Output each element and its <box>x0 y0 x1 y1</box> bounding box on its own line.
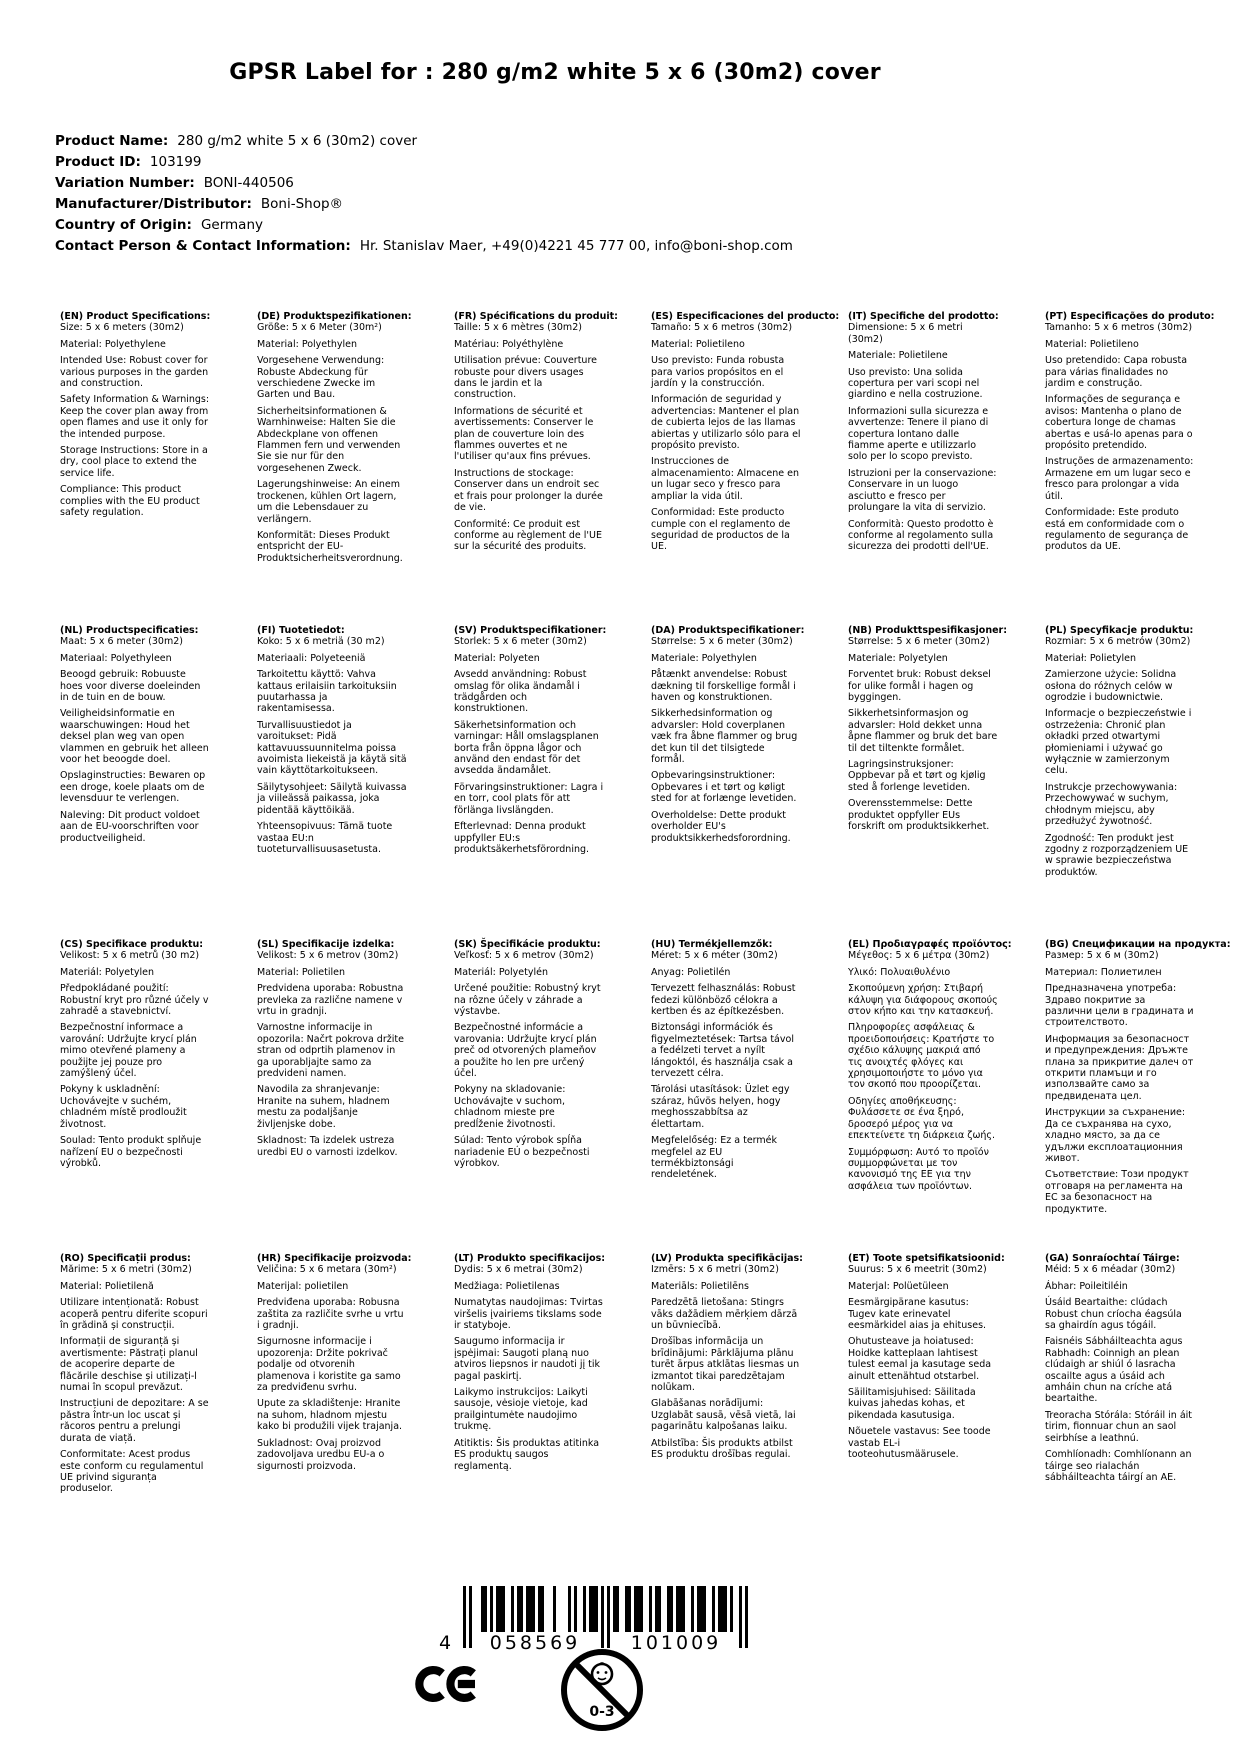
lang-block-it <box>848 311 998 625</box>
lang-block-paragraph: Lagerungshinweise: An einem trockenen, kühlen Ort lagern, um die Lebensdauer zu verlängern. <box>257 479 401 525</box>
lang-block-paragraph: Materiāls: Polietilēns <box>651 1280 749 1292</box>
lang-block-paragraph: Biztonsági információk és figyelmeztetések: Tartsa távol a fedélzeti tervet a nyílt lángoktól, és használja csak a tervezett célra. <box>651 1022 794 1080</box>
lang-block-paragraph: Megfelelőség: Ez a termék megfelel az EU termékbiztonsági rendeletének. <box>651 1135 778 1181</box>
lang-block-paragraph: Méret: 5 x 6 méter (30m2) <box>651 950 778 962</box>
product-info-row <box>55 152 793 173</box>
lang-block-paragraph: Overholdelse: Dette produkt overholder EU's produktsikkerhedsforordning. <box>651 809 791 844</box>
lang-block-title: (ES) Especificaciones del producto: <box>651 311 840 322</box>
lang-block-paragraph: Tamaño: 5 x 6 metros (30m2) <box>651 322 793 334</box>
lang-block-title: (SK) Špecifikácie produktu: <box>454 939 601 950</box>
lang-block-paragraph: Safety Information & Warnings: Keep the cover plan away from open flames and use it only for the intended purpose. <box>60 394 210 440</box>
lang-block-title: (HR) Specifikacije proizvoda: <box>257 1253 412 1264</box>
lang-block-title: (IT) Specifiche del prodotto: <box>848 311 999 322</box>
lang-block-paragraph: Anyag: Polietilén <box>651 966 731 978</box>
lang-block-paragraph: Materiale: Polietilene <box>848 350 948 362</box>
lang-block-paragraph: Suurus: 5 x 6 meetrit (30m2) <box>848 1264 987 1276</box>
lang-block-paragraph: Tamanho: 5 x 6 metros (30m2) <box>1045 322 1193 334</box>
lang-block-paragraph: Material: Polietileno <box>1045 338 1139 350</box>
lang-block-paragraph: Varnostne informacije in opozorila: Načrt pokrova držite stran od odprtih plamenov in ga uporabljajte samo za predvideni namen. <box>257 1022 404 1080</box>
lang-block-paragraph: Storage Instructions: Store in a dry, cool place to extend the service life. <box>60 445 208 479</box>
lang-block-paragraph: Turvallisuustiedot ja varoitukset: Pidä kattavuussuunnitelma poissa avoimista liekeistä ja käytä sitä vain käyttötarkoitukseen. <box>257 719 407 777</box>
lang-block-paragraph: Istruzioni per la conservazione: Conservare in un luogo asciutto e fresco per prolungare la vita di servizio. <box>848 467 997 514</box>
barcode-left-digit: 4 <box>439 1632 452 1654</box>
lang-block-paragraph: Vorgesehene Verwendung: Robuste Abdeckung für verschiedene Zwecke im Garten und Bau. <box>257 355 385 401</box>
lang-block-paragraph: Avsedd användning: Robust omslag för olika ändamål i trädgården och konstruktionen. <box>454 669 587 715</box>
lang-block-paragraph: Předpokládané použití: Robustní kryt pro různé účely v zahradě a stavebnictví. <box>60 983 209 1018</box>
age-warning-label: 0-3 <box>589 1704 615 1720</box>
lang-block-paragraph: Instruções de armazenamento: Armazene em um lugar seco e fresco para prolongar a vida útil. <box>1045 456 1194 502</box>
lang-block-paragraph: Materiaal: Polyethyleen <box>60 652 172 664</box>
lang-block-paragraph: Materiale: Polyethylen <box>651 652 757 664</box>
lang-block-paragraph: Säilytysohjeet: Säilytä kuivassa ja viileässä paikassa, joka pidentää käyttöikää. <box>257 781 407 816</box>
lang-block-paragraph: Compliance: This product complies with the EU product safety regulation. <box>60 484 200 519</box>
lang-block-title: (PT) Especificações do produto: <box>1045 311 1215 322</box>
product-info-value: Boni-Shop® <box>260 196 344 212</box>
lang-block-paragraph: Utilisation prévue: Couverture robuste pour divers usages dans le jardin et la construction. <box>454 355 597 401</box>
lang-block-paragraph: Förvaringsinstruktioner: Lagra i en torr, cool plats för att förlänga livslängden. <box>454 781 604 816</box>
lang-block-hr <box>257 1253 412 1567</box>
product-info-label: Product Name: <box>55 133 169 149</box>
lang-block-paragraph: Matériau: Polyéthylène <box>454 338 564 350</box>
lang-block-paragraph: Σκοπούμενη χρήση: Στιβαρή κάλυψη για διάφορους σκοπούς στον κήπο και την κατασκευή. <box>848 983 998 1018</box>
lang-block-nb <box>848 625 1008 939</box>
product-info-row <box>55 236 793 257</box>
lang-block-paragraph: Úsáid Beartaithe: clúdach Robust chun críocha éagsúla sa ghairdín agus tógáil. <box>1045 1297 1182 1332</box>
lang-block-fi <box>257 625 407 939</box>
product-info-row <box>55 173 793 194</box>
product-info-label: Variation Number: <box>55 175 195 191</box>
language-grid <box>60 311 1231 1567</box>
lang-block-paragraph: Säilitamisjuhised: Säilitada kuivas jahedas kohas, et pikendada kasutusiga. <box>848 1387 976 1421</box>
lang-block-paragraph: Navodila za shranjevanje: Hranite na suhem, hladnem mestu za podaljšanje življenjske dobe. <box>257 1084 390 1130</box>
lang-block-pt <box>1045 311 1215 625</box>
product-info-row <box>55 194 793 215</box>
lang-block-title: (NL) Productspecificaties: <box>60 625 199 636</box>
lang-block-paragraph: Medžiaga: Polietilenas <box>454 1280 560 1292</box>
lang-block-paragraph: Material: Polyethylene <box>60 338 166 350</box>
barcode-group2: 101009 <box>630 1632 722 1654</box>
lang-block-paragraph: Určené použitie: Robustný kryt na rôzne účely v záhrade a výstavbe. <box>454 983 601 1018</box>
lang-block-sl <box>257 939 407 1253</box>
lang-block-paragraph: Predviđena uporaba: Robusna zaštita za različite svrhe u vrtu i gradnji. <box>257 1297 404 1332</box>
lang-block-lt <box>454 1253 604 1567</box>
lang-block-paragraph: Съответствие: Този продукт отговаря на регламента на ЕС за безопасност на продуктите. <box>1045 1169 1189 1215</box>
product-info-value: 103199 <box>149 154 202 170</box>
lang-block-paragraph: Sigurnosne informacije i upozorenja: Držite pokrivač podalje od otvorenih plamenova i koristite ga samo za predviđenu svrhu. <box>257 1336 401 1394</box>
lang-block-paragraph: Bezpečnostní informace a varování: Udržujte krycí plán mimo otevřené plameny a použijte jej pouze pro zamýšlený účel. <box>60 1022 197 1080</box>
lang-block-paragraph: Saugumo informacija ir įspėjimai: Saugoti planą nuo atviros liepsnos ir naudoti jį tik pagal paskirtį. <box>454 1336 601 1382</box>
lang-block-paragraph: Conformitate: Acest produs este conform cu regulamentul UE privind siguranța produselor. <box>60 1449 204 1495</box>
lang-block-title: (DE) Produktspezifikationen: <box>257 311 412 322</box>
lang-block-paragraph: Storlek: 5 x 6 meter (30m2) <box>454 636 587 648</box>
lang-block-paragraph: Velikost: 5 x 6 metrov (30m2) <box>257 950 399 962</box>
lang-block-paragraph: Material: Polietileno <box>651 338 745 350</box>
lang-block-paragraph: Tárolási utasítások: Üzlet egy száraz, hűvös helyen, hogy meghosszabbítsa az élettartam. <box>651 1084 790 1130</box>
lang-block-paragraph: Pokyny k uskladnění: Uchovávejte v suchém, chladném místě prodloužit životnost. <box>60 1084 187 1130</box>
lang-block-paragraph: Størrelse: 5 x 6 meter (30m2) <box>848 636 990 648</box>
lang-block-paragraph: Nõuetele vastavus: See toode vastab EL-i tooteohutusmäärusele. <box>848 1426 991 1461</box>
lang-block-paragraph: Velikost: 5 x 6 metrů (30 m2) <box>60 950 200 962</box>
lang-block-paragraph: Uso previsto: Una solida copertura per vari scopi nel giardino e nella costruzione. <box>848 366 983 401</box>
lang-block-paragraph: Utilizare intenționată: Robust acoperă pentru diferite scopuri în grădină și construcții. <box>60 1297 208 1332</box>
lang-block-paragraph: Материал: Полиетилен <box>1045 966 1162 978</box>
lang-block-paragraph: Materiaali: Polyeteeniä <box>257 652 366 664</box>
product-info-row <box>55 215 793 236</box>
lang-block-title: (GA) Sonraíochtaí Táirge: <box>1045 1253 1180 1264</box>
lang-block-paragraph: Opslaginstructies: Bewaren op een droge, koele plaats om de levensduur te verlengen. <box>60 770 206 805</box>
lang-block-paragraph: Faisnéis Sábháilteachta agus Rabhadh: Coinnigh an plean clúdaigh ar shiúl ó lasracha oscailte agus a úsáid ach amháin chun na críche atá beartaithe. <box>1045 1336 1183 1405</box>
lang-block-paragraph: Forventet bruk: Robust deksel for ulike formål i hagen og byggingen. <box>848 669 991 704</box>
lang-block-paragraph: Instrukcje przechowywania: Przechowywać w suchym, chłodnym miejscu, aby przedłużyć żywotność. <box>1045 781 1178 828</box>
lang-block-paragraph: Информация за безопасност и предупреждения: Дръжте плана за прикритие далеч от открити пламъци и го използвайте само за предвидената цел. <box>1045 1033 1194 1102</box>
lang-block-paragraph: Material: Polietilen <box>257 966 346 978</box>
lang-block-paragraph: Größe: 5 x 6 Meter (30m²) <box>257 322 382 334</box>
lang-block-paragraph: Tervezett felhasználás: Robust fedezi különböző célokra a kertben és az építkezésben. <box>651 983 796 1018</box>
lang-block-paragraph: Veiligheidsinformatie en waarschuwingen: Houd het deksel plan weg van open vlammen en gebruik het alleen voor het beoogde doel. <box>60 708 209 766</box>
lang-block-paragraph: Informations de sécurité et avertissements: Conserver le plan de couverture loin des flammes ouvertes et ne l'utiliser qu'aux fins prévues. <box>454 405 594 463</box>
lang-block-paragraph: Atitiktis: Šis produktas atitinka ES produktų saugos reglamentą. <box>454 1437 600 1472</box>
lang-block-title: (ET) Toote spetsifikatsioonid: <box>848 1253 1005 1264</box>
lang-block-lv <box>651 1253 801 1567</box>
lang-block-paragraph: Material: Polyeten <box>454 652 540 664</box>
product-info-label: Product ID: <box>55 154 141 170</box>
product-info-value: BONI-440506 <box>203 175 294 191</box>
page-title: GPSR Label for : 280 g/m2 white 5 x 6 (30m2) cover <box>229 60 881 85</box>
lang-block-paragraph: Beoogd gebruik: Robuuste hoes voor diverse doeleinden in de tuin en de bouw. <box>60 669 201 704</box>
lang-block-paragraph: Sicherheitsinformationen & Warnhinweise: Halten Sie die Abdeckplane von offenen Flammen fern und verwenden Sie sie nur für den vorgesehenen Zweck. <box>257 405 401 474</box>
lang-block-paragraph: Οδηγίες αποθήκευσης: Φυλάσσετε σε ένα ξηρό, δροσερό μέρος για να επεκτείνετε τη διάρκεια ζωής. <box>848 1095 996 1142</box>
lang-block-paragraph: Naleving: Dit product voldoet aan de EU-voorschriften voor productveiligheid. <box>60 809 200 844</box>
lang-block-title: (SV) Produktspecifikationer: <box>454 625 607 636</box>
lang-block-paragraph: Zamierzone użycie: Solidna osłona do różnych celów w ogrodzie i budownictwie. <box>1045 669 1177 704</box>
lang-block-nl <box>60 625 210 939</box>
lang-block-paragraph: Intended Use: Robust cover for various purposes in the garden and construction. <box>60 355 209 390</box>
lang-block-ro <box>60 1253 210 1567</box>
lang-block-bg <box>1045 939 1231 1253</box>
lang-block-paragraph: Paredzētā lietošana: Stingrs vāks dažādiem mērķiem dārzā un būvniecībā. <box>651 1297 798 1332</box>
age-warning-0-3-icon <box>558 1646 646 1734</box>
lang-block-title: (NB) Produkttspesifikasjoner: <box>848 625 1008 636</box>
product-info-label: Contact Person & Contact Information: <box>55 238 351 254</box>
lang-block-title: (FI) Tuotetiedot: <box>257 625 345 636</box>
ce-mark-icon <box>412 1660 484 1708</box>
lang-block-hu <box>651 939 801 1253</box>
lang-block-paragraph: Instructions de stockage: Conserver dans un endroit sec et frais pour prolonger la durée de vie. <box>454 467 603 514</box>
lang-block-paragraph: Πληροφορίες ασφάλειας & προειδοποιήσεις: Κρατήστε το σχέδιο κάλυψης μακριά από τις ανοιχτές φλόγες και χρησιμοποιήστε το μόνο για τον σκοπό που προορίζεται. <box>848 1022 995 1091</box>
lang-block-paragraph: Treoracha Stórála: Stóráil in áit tirim, fionnuar chun an saol seirbhíse a leathnú. <box>1045 1409 1193 1444</box>
lang-block-paragraph: Mărime: 5 x 6 metri (30m2) <box>60 1264 192 1276</box>
lang-block-paragraph: Sikkerhedsinformation og advarsler: Hold coverplanen væk fra åbne flammer og brug det kun til det tilsigtede formål. <box>651 708 798 766</box>
lang-block-paragraph: Zgodność: Ten produkt jest zgodny z rozporządzeniem UE w sprawie bezpieczeństwa produktów. <box>1045 832 1189 878</box>
lang-block-paragraph: Informações de segurança e avisos: Mantenha o plano de cobertura longe de chamas abertas e usá-lo apenas para o propósito pretendido. <box>1045 394 1193 452</box>
lang-block-title: (DA) Produktspecifikationer: <box>651 625 805 636</box>
lang-block-title: (EL) Προδιαγραφές προϊόντος: <box>848 939 1012 950</box>
lang-block-paragraph: Påtænkt anvendelse: Robust dækning til forskellige formål i haven og konstruktionen. <box>651 669 796 704</box>
lang-block-title: (SL) Specifikacije izdelka: <box>257 939 395 950</box>
lang-block-paragraph: Ohutusteave ja hoiatused: Hoidke katteplaan lahtisest tulest eemal ja kasutage seda ainult ettenähtud otstarbel. <box>848 1336 992 1382</box>
lang-block-paragraph: Conformité: Ce produit est conforme au règlement de l'UE sur la sécurité des produits. <box>454 518 602 553</box>
lang-block-da <box>651 625 805 939</box>
lang-block-paragraph: Maat: 5 x 6 meter (30m2) <box>60 636 183 648</box>
lang-block-paragraph: Overensstemmelse: Dette produktet oppfyller EUs forskrift om produktsikkerhet. <box>848 798 990 833</box>
lang-block-paragraph: Material: Polyethylen <box>257 338 357 350</box>
lang-block-cs <box>60 939 210 1253</box>
lang-block-paragraph: Información de seguridad y advertencias: Mantener el plan de cubierta lejos de las llamas abiertas y utilizarlo sólo para el propósito previsto. <box>651 394 801 452</box>
lang-block-paragraph: Numatytas naudojimas: Tvirtas viršelis įvairiems tikslams sode ir statyboje. <box>454 1297 603 1332</box>
lang-block-title: (BG) Спецификации на продукта: <box>1045 939 1231 950</box>
lang-block-paragraph: Informazioni sulla sicurezza e avvertenze: Tenere il piano di copertura lontano dalle fiamme aperte e utilizzarlo solo per lo scopo previsto. <box>848 405 989 463</box>
lang-block-title: (HU) Termékjellemzők: <box>651 939 773 950</box>
lang-block-paragraph: Materiał: Polietylen <box>1045 652 1137 664</box>
lang-block-paragraph: Predvidena uporaba: Robustna prevleka za različne namene v vrtu in gradnji. <box>257 983 404 1018</box>
lang-block-paragraph: Uso pretendido: Capa robusta para várias finalidades no jardim e construção. <box>1045 355 1188 390</box>
lang-block-de <box>257 311 412 625</box>
lang-block-paragraph: Instrucciones de almacenamiento: Almacene en un lugar seco y fresco para ampliar la vida útil. <box>651 456 799 502</box>
lang-block-paragraph: Efterlevnad: Denna produkt uppfyller EU:s produktsäkerhetsförordning. <box>454 821 590 855</box>
lang-block-paragraph: Размер: 5 x 6 м (30m2) <box>1045 950 1159 962</box>
lang-block-paragraph: Konformität: Dieses Produkt entspricht der EU-Produktsicherheitsverordnung. <box>257 529 403 564</box>
lang-block-paragraph: Lagringsinstruksjoner: Oppbevar på et tørt og kjølig sted å forlenge levetiden. <box>848 759 986 793</box>
lang-block-paragraph: Dydis: 5 x 6 metrai (30m2) <box>454 1264 583 1276</box>
lang-block-paragraph: Laikymo instrukcijos: Laikyti sausoje, vėsioje vietoje, kad prailgintumėte naudojimo trukmę. <box>454 1387 588 1433</box>
lang-block-paragraph: Materijal: polietilen <box>257 1280 349 1292</box>
lang-block-paragraph: Υλικό: Πολυαιθυλένιο <box>848 966 951 978</box>
lang-block-paragraph: Skladnost: Ta izdelek ustreza uredbi EU o varnosti izdelkov. <box>257 1135 398 1158</box>
product-info-value: 280 g/m2 white 5 x 6 (30m2) cover <box>177 133 418 149</box>
lang-block-sk <box>454 939 604 1253</box>
lang-block-paragraph: Conformidad: Este producto cumple con el reglamento de seguridad de productos de la UE. <box>651 507 791 553</box>
lang-block-paragraph: Drošības informācija un brīdinājumi: Pārklājuma plānu turēt ārpus atklātas liesmas un izmantot tikai paredzētajam nolūkam. <box>651 1336 800 1394</box>
lang-block-sv <box>454 625 607 939</box>
lang-block-paragraph: Méid: 5 x 6 méadar (30m2) <box>1045 1264 1176 1276</box>
lang-block-et <box>848 1253 1005 1567</box>
product-info <box>55 131 793 257</box>
lang-block-paragraph: Bezpečnostné informácie a varovania: Udržujte krycí plán preč od otvorených plameňov a použite ho len pre určený účel. <box>454 1022 597 1080</box>
lang-block-paragraph: Koko: 5 x 6 metriä (30 m2) <box>257 636 385 648</box>
lang-block-paragraph: Opbevaringsinstruktioner: Opbevares i et tørt og køligt sted for at forlænge levetiden. <box>651 770 797 805</box>
lang-block-paragraph: Dimensione: 5 x 6 metri (30m2) <box>848 322 963 345</box>
lang-block-paragraph: Συμμόρφωση: Αυτό το προϊόν συμμορφώνεται με τον κανονισμό της ΕΕ για την ασφάλεια των προϊόντων. <box>848 1146 989 1192</box>
lang-block-paragraph: Materiál: Polyetylén <box>454 966 548 978</box>
lang-block-paragraph: Sikkerhetsinformasjon og advarsler: Hold dekket unna åpne flammer og bruk det bare til det tiltenkte formålet. <box>848 708 998 754</box>
product-info-row <box>55 131 793 152</box>
lang-block-paragraph: Upute za skladištenje: Hranite na suhom, hladnom mjestu kako bi produžili vijek trajanja. <box>257 1398 403 1433</box>
lang-block-paragraph: Størrelse: 5 x 6 meter (30m2) <box>651 636 793 648</box>
product-info-value: Hr. Stanislav Maer, +49(0)4221 45 777 00, info@boni-shop.com <box>359 238 793 254</box>
lang-block-paragraph: Pokyny na skladovanie: Uchovávajte v suchom, chladnom mieste pre predĺženie životnosti. <box>454 1084 566 1130</box>
lang-block-title: (FR) Spécifications du produit: <box>454 311 618 322</box>
lang-block-paragraph: Size: 5 x 6 meters (30m2) <box>60 322 184 334</box>
lang-block-paragraph: Materiale: Polyetylen <box>848 652 948 664</box>
lang-block-title: (CS) Specifikace produktu: <box>60 939 204 950</box>
lang-block-ga <box>1045 1253 1195 1567</box>
lang-block-paragraph: Izmērs: 5 x 6 metri (30m2) <box>651 1264 779 1276</box>
product-info-value: Germany <box>200 217 263 233</box>
lang-block-paragraph: Atbilstība: Šis produkts atbilst ES produktu drošības regulai. <box>651 1437 793 1461</box>
lang-block-paragraph: Rozmiar: 5 x 6 metrów (30m2) <box>1045 636 1191 648</box>
lang-block-paragraph: Μέγεθος: 5 x 6 μέτρα (30m2) <box>848 950 990 962</box>
lang-block-paragraph: Conformità: Questo prodotto è conforme al regolamento sulla sicurezza dei prodotti dell'UE. <box>848 518 994 553</box>
lang-block-title: (LT) Produkto specifikacijos: <box>454 1253 606 1264</box>
product-info-label: Manufacturer/Distributor: <box>55 196 252 212</box>
lang-block-title: (LV) Produkta specifikācijas: <box>651 1253 803 1264</box>
lang-block-paragraph: Yhteensopivuus: Tämä tuote vastaa EU:n tuoteturvallisuusasetusta. <box>257 821 393 855</box>
lang-block-title: (PL) Specyfikacje produktu: <box>1045 625 1194 636</box>
lang-block-paragraph: Material: Polietilenă <box>60 1280 154 1292</box>
lang-block-fr <box>454 311 618 625</box>
lang-block-paragraph: Säkerhetsinformation och varningar: Håll omslagsplanen borta från öppna lågor och använd den endast för det avsedda ändamålet. <box>454 719 599 777</box>
lang-block-paragraph: Informații de siguranță și avertismente: Păstrați planul de acoperire departe de flăcările deschise și utilizați-l numai în scopul prevăzut. <box>60 1336 198 1394</box>
lang-block-title: (RO) Specificații produs: <box>60 1253 191 1264</box>
product-info-label: Country of Origin: <box>55 217 192 233</box>
lang-block-paragraph: Инструкции за съхранение: Да се съхранява на сухо, хладно място, за да се удължи експлоатационния живот. <box>1045 1107 1186 1164</box>
lang-block-paragraph: Tarkoitettu käyttö: Vahva kattaus erilaisiin tarkoituksiin puutarhassa ja rakentamisessa. <box>257 669 397 715</box>
lang-block-paragraph: Súlad: Tento výrobok spĺňa nariadenie EÚ o bezpečnosti výrobkov. <box>454 1135 590 1169</box>
lang-block-paragraph: Veľkosť: 5 x 6 metrov (30m2) <box>454 950 594 962</box>
lang-block-paragraph: Uso previsto: Funda robusta para varios propósitos en el jardín y la construcción. <box>651 355 785 390</box>
lang-block-paragraph: Veličina: 5 x 6 metara (30m²) <box>257 1264 397 1276</box>
lang-block-es <box>651 311 840 625</box>
lang-block-paragraph: Glabāšanas norādījumi: Uzglabāt sausā, vēsā vietā, lai pagarinātu kalpošanas laiku. <box>651 1398 796 1433</box>
lang-block-paragraph: Sukladnost: Ovaj proizvod zadovoljava uredbu EU-a o sigurnosti proizvoda. <box>257 1437 385 1472</box>
lang-block-paragraph: Informacje o bezpieczeństwie i ostrzeżenia: Chronić plan okładki przed otwartymi płomieniami i używać go wyłącznie w zamierzonym celu. <box>1045 708 1192 777</box>
lang-block-paragraph: Soulad: Tento produkt splňuje nařízení EU o bezpečnosti výrobků. <box>60 1135 202 1169</box>
lang-block-en <box>60 311 210 625</box>
lang-block-paragraph: Ábhar: Poileitiléin <box>1045 1280 1128 1292</box>
lang-block-paragraph: Materjal: Polüetüleen <box>848 1280 949 1292</box>
barcode-group1: 058569 <box>489 1632 581 1654</box>
lang-block-paragraph: Comhlíonadh: Comhlíonann an táirge seo rialachán sábháilteachta táirgí an AE. <box>1045 1449 1192 1483</box>
lang-block-el <box>848 939 1012 1253</box>
lang-block-paragraph: Materiál: Polyetylen <box>60 966 154 978</box>
lang-block-paragraph: Eesmärgipärane kasutus: Tugev kate erinevatel eesmärkidel aias ja ehituses. <box>848 1297 987 1332</box>
lang-block-title: (EN) Product Specifications: <box>60 311 211 322</box>
lang-block-paragraph: Instrucțiuni de depozitare: A se păstra într-un loc uscat și răcoros pentru a prelungi durata de viață. <box>60 1398 209 1444</box>
lang-block-paragraph: Предназначена употреба: Здраво покритие за различни цели в градината и строителството. <box>1045 983 1194 1029</box>
lang-block-pl <box>1045 625 1195 939</box>
lang-block-paragraph: Conformidade: Este produto está em conformidade com o regulamento de segurança de produtos da UE. <box>1045 507 1189 553</box>
lang-block-paragraph: Taille: 5 x 6 mètres (30m2) <box>454 322 582 334</box>
